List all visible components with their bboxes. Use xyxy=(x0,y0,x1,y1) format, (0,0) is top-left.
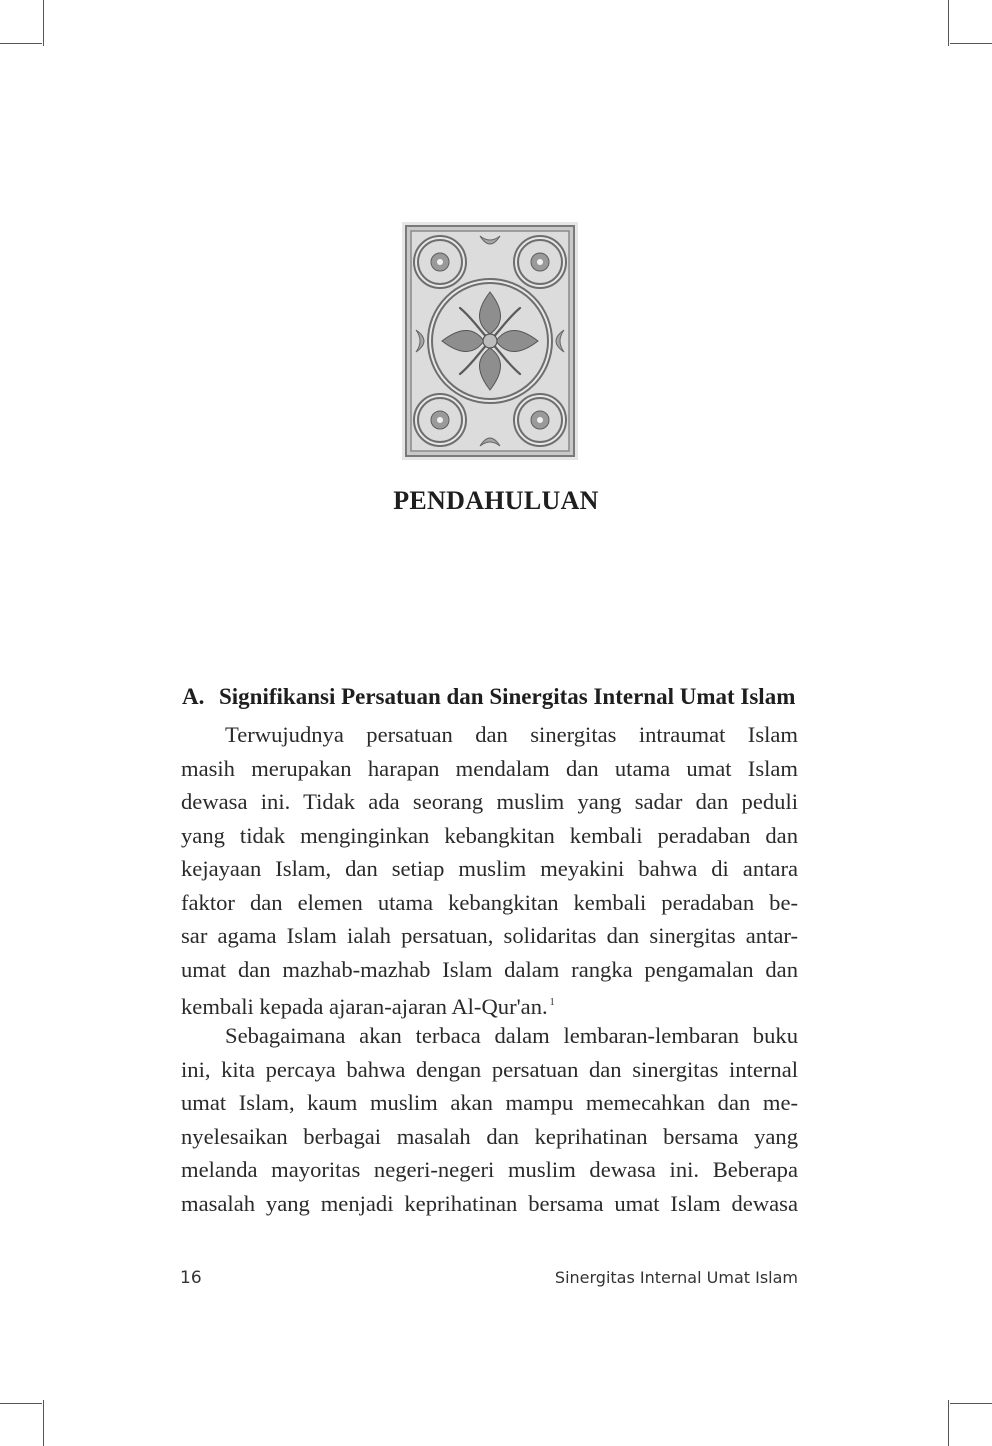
text-line-last xyxy=(181,986,798,1020)
page-number: 16 xyxy=(180,1268,202,1288)
text-line-content: kembali kepada ajaran-ajaran Al-Qur'an. xyxy=(181,994,548,1019)
crop-mark xyxy=(948,1400,949,1446)
text-line: masalah yang menjadi keprihatinan bersama umat Islam dewasa xyxy=(181,1190,798,1216)
crop-mark xyxy=(948,0,949,46)
text-line: sar agama Islam ialah persatuan, solidaritas dan sinergitas antar- xyxy=(181,923,798,948)
text-line: kejayaan Islam, dan setiap muslim meyakini bahwa di antara xyxy=(181,856,798,881)
text-line: masih merupakan harapan mendalam dan utama umat Islam xyxy=(181,755,798,781)
text-line: ini, kita percaya bahwa dengan persatuan dan sinergitas internal xyxy=(181,1056,798,1082)
arabesque-ornament-icon xyxy=(402,222,578,460)
section-heading xyxy=(182,684,822,710)
paragraph-1 xyxy=(181,718,798,1020)
text-line: dewasa ini. Tidak ada seorang muslim yang sadar dan peduli xyxy=(181,789,798,814)
section-title: Signifikansi Persatuan dan Sinergitas Internal Umat Islam xyxy=(219,684,796,709)
text-line: Sebagaimana akan terbaca dalam lembaran-lembaran buku xyxy=(225,1023,798,1048)
running-title: Sinergitas Internal Umat Islam xyxy=(554,1268,798,1287)
crop-mark xyxy=(43,1400,44,1446)
chapter-title: PENDAHULUAN xyxy=(393,486,599,515)
footnote-reference[interactable]: 1 xyxy=(549,997,555,1008)
text-line: Terwujudnya persatuan dan sinergitas intraumat Islam xyxy=(225,722,798,747)
text-line: yang tidak menginginkan kebangkitan kembali peradaban dan xyxy=(181,822,798,848)
crop-mark xyxy=(43,0,44,46)
section-number: A. xyxy=(182,684,205,709)
text-line: melanda mayoritas negeri-negeri muslim dewasa ini. Beberapa xyxy=(181,1157,798,1182)
crop-mark xyxy=(950,43,992,44)
text-line: umat Islam, kaum muslim akan mampu memecahkan dan me- xyxy=(181,1090,798,1115)
text-line: faktor dan elemen utama kebangkitan kembali peradaban be- xyxy=(181,889,798,915)
text-line: umat dan mazhab-mazhab Islam dalam rangka pengamalan dan xyxy=(181,956,798,982)
crop-mark xyxy=(0,1403,42,1404)
crop-mark xyxy=(950,1403,992,1404)
paragraph-2 xyxy=(181,1019,798,1220)
text-line: nyelesaikan berbagai masalah dan keprihatinan bersama yang xyxy=(181,1123,798,1149)
crop-mark xyxy=(0,43,42,44)
